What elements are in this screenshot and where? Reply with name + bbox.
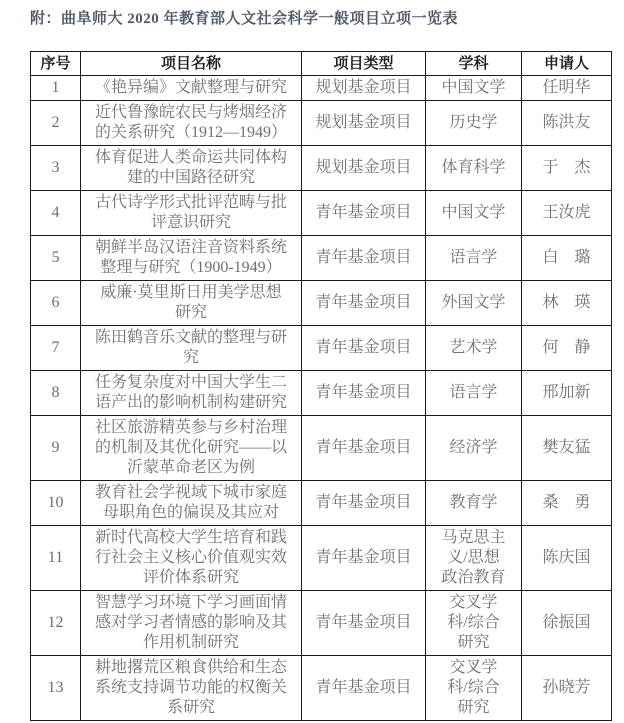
column-header-index: 序号 [31, 52, 81, 76]
cell-discipline: 体育科学 [426, 146, 522, 191]
cell-project-name: 陈田鹤音乐文献的整理与研究 [81, 326, 302, 371]
cell-discipline: 交叉学科/综合研究 [426, 656, 522, 721]
cell-applicant: 陈庆国 [522, 526, 612, 591]
cell-discipline: 语言学 [426, 236, 522, 281]
table-row [31, 191, 612, 236]
table-row [31, 76, 612, 101]
cell-index: 7 [31, 326, 81, 371]
cell-project-type: 青年基金项目 [302, 326, 426, 371]
cell-project-name: 威廉·莫里斯日用美学思想研究 [81, 281, 302, 326]
cell-applicant: 徐振国 [522, 591, 612, 656]
cell-project-name: 近代鲁豫皖农民与烤烟经济的关系研究（1912—1949） [81, 101, 302, 146]
cell-index: 2 [31, 101, 81, 146]
cell-index: 3 [31, 146, 81, 191]
cell-index: 11 [31, 526, 81, 591]
cell-project-name: 耕地撂荒区粮食供给和生态系统支持调节功能的权衡关系研究 [81, 656, 302, 721]
cell-project-type: 青年基金项目 [302, 526, 426, 591]
table-row [31, 236, 612, 281]
cell-discipline: 外国文学 [426, 281, 522, 326]
table-row [31, 101, 612, 146]
cell-discipline: 艺术学 [426, 326, 522, 371]
cell-applicant: 林 瑛 [522, 281, 612, 326]
cell-applicant: 陈洪友 [522, 101, 612, 146]
cell-project-type: 青年基金项目 [302, 481, 426, 526]
cell-applicant: 任明华 [522, 76, 612, 101]
table-row [31, 281, 612, 326]
table-row [31, 371, 612, 416]
cell-applicant: 邢加新 [522, 371, 612, 416]
cell-index: 10 [31, 481, 81, 526]
cell-discipline: 语言学 [426, 371, 522, 416]
cell-project-name: 古代诗学形式批评范畴与批评意识研究 [81, 191, 302, 236]
cell-applicant: 于 杰 [522, 146, 612, 191]
page-title: 附：曲阜师大 2020 年教育部人文社会科学一般项目立项一览表 [30, 11, 459, 27]
cell-index: 13 [31, 656, 81, 721]
cell-index: 6 [31, 281, 81, 326]
cell-project-type: 青年基金项目 [302, 371, 426, 416]
cell-project-name: 《艳异编》文献整理与研究 [81, 76, 302, 101]
cell-applicant: 何 静 [522, 326, 612, 371]
cell-project-name: 社区旅游精英参与乡村治理的机制及其优化研究——以沂蒙革命老区为例 [81, 416, 302, 481]
cell-project-name: 任务复杂度对中国大学生二语产出的影响机制构建研究 [81, 371, 302, 416]
cell-discipline: 中国文学 [426, 76, 522, 101]
cell-applicant: 樊友猛 [522, 416, 612, 481]
cell-applicant: 孙晓芳 [522, 656, 612, 721]
table-row [31, 481, 612, 526]
table-row [31, 416, 612, 481]
projects-table [30, 51, 612, 721]
cell-discipline: 教育学 [426, 481, 522, 526]
cell-index: 8 [31, 371, 81, 416]
cell-project-name: 新时代高校大学生培育和践行社会主义核心价值观实效评价体系研究 [81, 526, 302, 591]
cell-project-type: 青年基金项目 [302, 191, 426, 236]
cell-project-type: 青年基金项目 [302, 591, 426, 656]
cell-project-type: 青年基金项目 [302, 236, 426, 281]
cell-index: 9 [31, 416, 81, 481]
cell-discipline: 马克思主义/思想政治教育 [426, 526, 522, 591]
cell-applicant: 白 璐 [522, 236, 612, 281]
column-header-name: 项目名称 [81, 52, 302, 76]
cell-project-type: 规划基金项目 [302, 146, 426, 191]
table-row [31, 591, 612, 656]
cell-project-type: 青年基金项目 [302, 281, 426, 326]
cell-project-name: 教育社会学视域下城市家庭母职角色的偏误及其应对 [81, 481, 302, 526]
cell-index: 1 [31, 76, 81, 101]
table-row [31, 656, 612, 721]
table-row [31, 326, 612, 371]
column-header-applicant: 申请人 [522, 52, 612, 76]
cell-project-name: 体育促进人类命运共同体构建的中国路径研究 [81, 146, 302, 191]
cell-project-type: 规划基金项目 [302, 101, 426, 146]
cell-project-type: 青年基金项目 [302, 416, 426, 481]
cell-index: 4 [31, 191, 81, 236]
cell-project-type: 规划基金项目 [302, 76, 426, 101]
cell-project-name: 朝鲜半岛汉语注音资料系统整理与研究（1900-1949） [81, 236, 302, 281]
table-row [31, 526, 612, 591]
table-row [31, 146, 612, 191]
cell-applicant: 王汝虎 [522, 191, 612, 236]
cell-discipline: 经济学 [426, 416, 522, 481]
cell-project-type: 青年基金项目 [302, 656, 426, 721]
column-header-discipline: 学科 [426, 52, 522, 76]
cell-index: 12 [31, 591, 81, 656]
column-header-type: 项目类型 [302, 52, 426, 76]
cell-project-name: 智慧学习环境下学习画面情感对学习者情感的影响及其作用机制研究 [81, 591, 302, 656]
cell-discipline: 交叉学科/综合研究 [426, 591, 522, 656]
cell-index: 5 [31, 236, 81, 281]
cell-discipline: 历史学 [426, 101, 522, 146]
cell-applicant: 桑 勇 [522, 481, 612, 526]
table-header-row [31, 52, 612, 76]
cell-discipline: 中国文学 [426, 191, 522, 236]
